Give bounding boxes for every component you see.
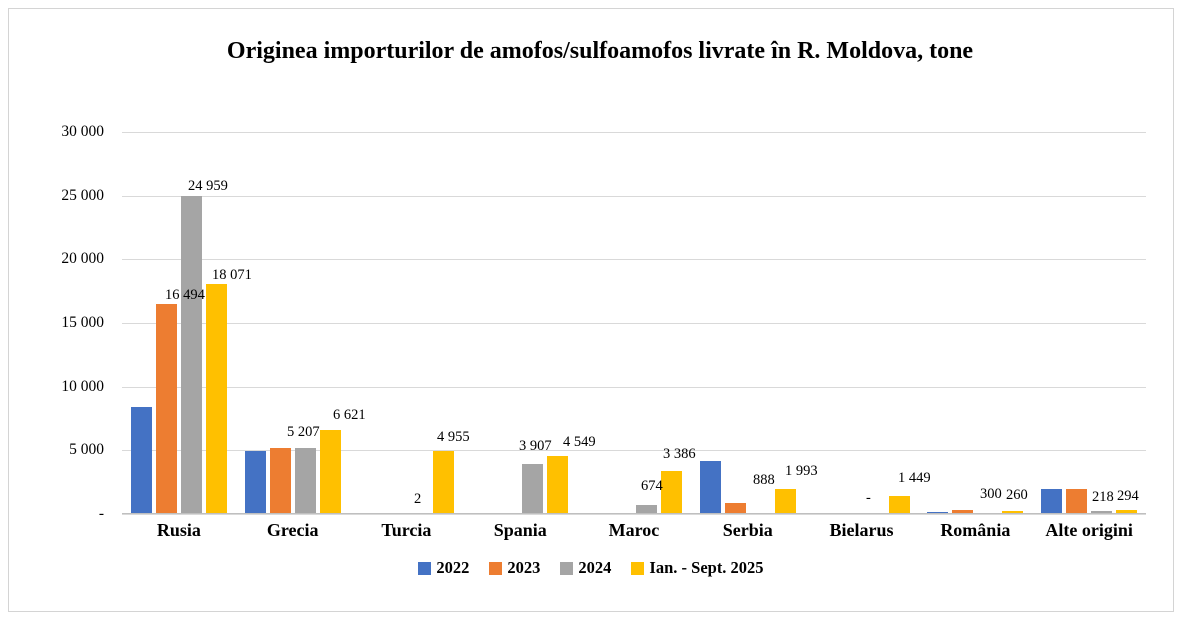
category-group xyxy=(350,132,464,540)
bar-fill xyxy=(775,489,796,514)
category-group xyxy=(691,132,805,540)
bar[interactable] xyxy=(927,132,948,514)
legend-label: 2022 xyxy=(436,558,470,577)
bar[interactable] xyxy=(864,132,885,514)
bar-cluster xyxy=(1032,132,1146,514)
bar[interactable] xyxy=(358,132,379,514)
bar[interactable] xyxy=(270,132,291,514)
bar-fill xyxy=(181,196,202,514)
bar-value-label: 294 xyxy=(1117,488,1139,504)
legend-swatch xyxy=(631,562,644,575)
plot-area xyxy=(61,123,1146,540)
bar[interactable] xyxy=(131,132,152,514)
x-axis-category-label: Serbia xyxy=(722,520,773,540)
bar-value-label: - xyxy=(866,490,871,506)
bar[interactable] xyxy=(814,132,835,514)
bar[interactable] xyxy=(547,132,568,514)
bar[interactable] xyxy=(320,132,341,514)
bar-cluster xyxy=(463,132,577,514)
bar-fill xyxy=(131,407,152,514)
bar-fill xyxy=(700,461,721,514)
bar-value-label: 300 xyxy=(980,486,1002,502)
x-axis-category-label: Bielarus xyxy=(829,520,894,540)
bar-value-label: 888 xyxy=(753,472,775,488)
bar[interactable] xyxy=(245,132,266,514)
bar-cluster xyxy=(350,132,464,514)
bar[interactable] xyxy=(700,132,721,514)
bar-cluster xyxy=(236,132,350,514)
bar-value-label: 2 xyxy=(414,491,422,507)
legend-label: 2024 xyxy=(578,558,612,577)
bar-fill xyxy=(206,284,227,514)
bar[interactable] xyxy=(383,132,404,514)
bar-fill xyxy=(433,451,454,514)
bar[interactable] xyxy=(433,132,454,514)
y-axis-tick-label: 25 000 xyxy=(61,186,104,204)
bar[interactable] xyxy=(1041,132,1062,514)
bar[interactable] xyxy=(889,132,910,514)
bar[interactable] xyxy=(497,132,518,514)
bar[interactable] xyxy=(775,132,796,514)
bar[interactable] xyxy=(725,132,746,514)
bar-value-label: 18 071 xyxy=(212,267,252,283)
bar-fill xyxy=(661,471,682,514)
bar[interactable] xyxy=(952,132,973,514)
category-group xyxy=(236,132,350,540)
chart-legend xyxy=(0,558,1182,578)
y-axis-tick-label: - xyxy=(98,505,104,522)
legend-item[interactable] xyxy=(560,558,611,578)
bar[interactable] xyxy=(156,132,177,514)
bar-value-label: 6 621 xyxy=(333,407,366,423)
legend-swatch xyxy=(418,562,431,575)
bar[interactable] xyxy=(1091,132,1112,514)
bar-fill xyxy=(156,304,177,514)
bar[interactable] xyxy=(750,132,771,514)
bar-fill xyxy=(547,456,568,514)
bar[interactable] xyxy=(611,132,632,514)
legend-item[interactable] xyxy=(631,558,763,578)
bar[interactable] xyxy=(1116,132,1137,514)
bar-value-label: 1 449 xyxy=(898,470,931,486)
bar-value-label: 1 993 xyxy=(785,463,818,479)
bar-cluster xyxy=(918,132,1032,514)
bar-fill xyxy=(320,430,341,514)
x-axis-category-label: România xyxy=(940,520,1011,540)
bar-value-label: 24 959 xyxy=(188,178,228,194)
bar[interactable] xyxy=(839,132,860,514)
bar[interactable] xyxy=(636,132,657,514)
bar-value-label: 674 xyxy=(641,478,663,494)
bar-fill xyxy=(245,451,266,514)
bar-value-label: 3 386 xyxy=(663,446,696,462)
y-axis-tick-label: 5 000 xyxy=(69,441,104,459)
x-axis-category-label: Rusia xyxy=(156,520,201,540)
bar-fill xyxy=(1066,489,1087,514)
bar-value-label: 218 xyxy=(1092,489,1114,505)
x-axis-category-label: Maroc xyxy=(608,520,660,540)
y-axis-tick-label: 30 000 xyxy=(61,123,104,140)
chart-title: Originea importurilor de amofos/sulfoamofos livrate în R. Moldova, tone xyxy=(226,38,974,64)
bar-cluster xyxy=(805,132,919,514)
bar-fill xyxy=(522,464,543,514)
bar-fill xyxy=(1041,489,1062,514)
bar-value-label: 16 494 xyxy=(165,287,205,303)
category-group xyxy=(918,132,1032,540)
y-axis-tick-label: 15 000 xyxy=(61,314,104,331)
bar-fill xyxy=(270,448,291,514)
bar[interactable] xyxy=(586,132,607,514)
x-axis-line xyxy=(122,513,1146,514)
legend-item[interactable] xyxy=(489,558,540,578)
bar[interactable] xyxy=(295,132,316,514)
bar-value-label: 4 955 xyxy=(437,429,470,445)
bar-fill xyxy=(295,448,316,514)
bar[interactable] xyxy=(408,132,429,514)
bar-fill xyxy=(889,496,910,514)
bar[interactable] xyxy=(522,132,543,514)
legend-swatch xyxy=(489,562,502,575)
bar[interactable] xyxy=(472,132,493,514)
category-group xyxy=(1032,132,1146,540)
legend-item[interactable] xyxy=(418,558,469,578)
legend-label: 2023 xyxy=(507,558,541,577)
bar-cluster xyxy=(691,132,805,514)
category-group xyxy=(463,132,577,540)
bar-value-label: 260 xyxy=(1006,487,1028,503)
x-axis-category-label: Spania xyxy=(493,520,547,540)
legend-swatch xyxy=(560,562,573,575)
x-axis-category-label: Grecia xyxy=(266,520,319,540)
bar-value-label: 3 907 xyxy=(519,438,552,454)
bar[interactable] xyxy=(1002,132,1023,514)
category-group xyxy=(805,132,919,540)
bar[interactable] xyxy=(977,132,998,514)
bar-value-label: 5 207 xyxy=(287,424,320,440)
y-axis-tick-label: 10 000 xyxy=(61,377,104,395)
legend-label: Ian. - Sept. 2025 xyxy=(649,558,764,577)
gridline xyxy=(122,514,1146,515)
x-axis-category-label: Alte origini xyxy=(1045,520,1133,540)
bar-value-label: 4 549 xyxy=(563,434,596,450)
bar[interactable] xyxy=(1066,132,1087,514)
y-axis-tick-label: 20 000 xyxy=(61,250,104,268)
x-axis-category-label: Turcia xyxy=(381,520,432,540)
